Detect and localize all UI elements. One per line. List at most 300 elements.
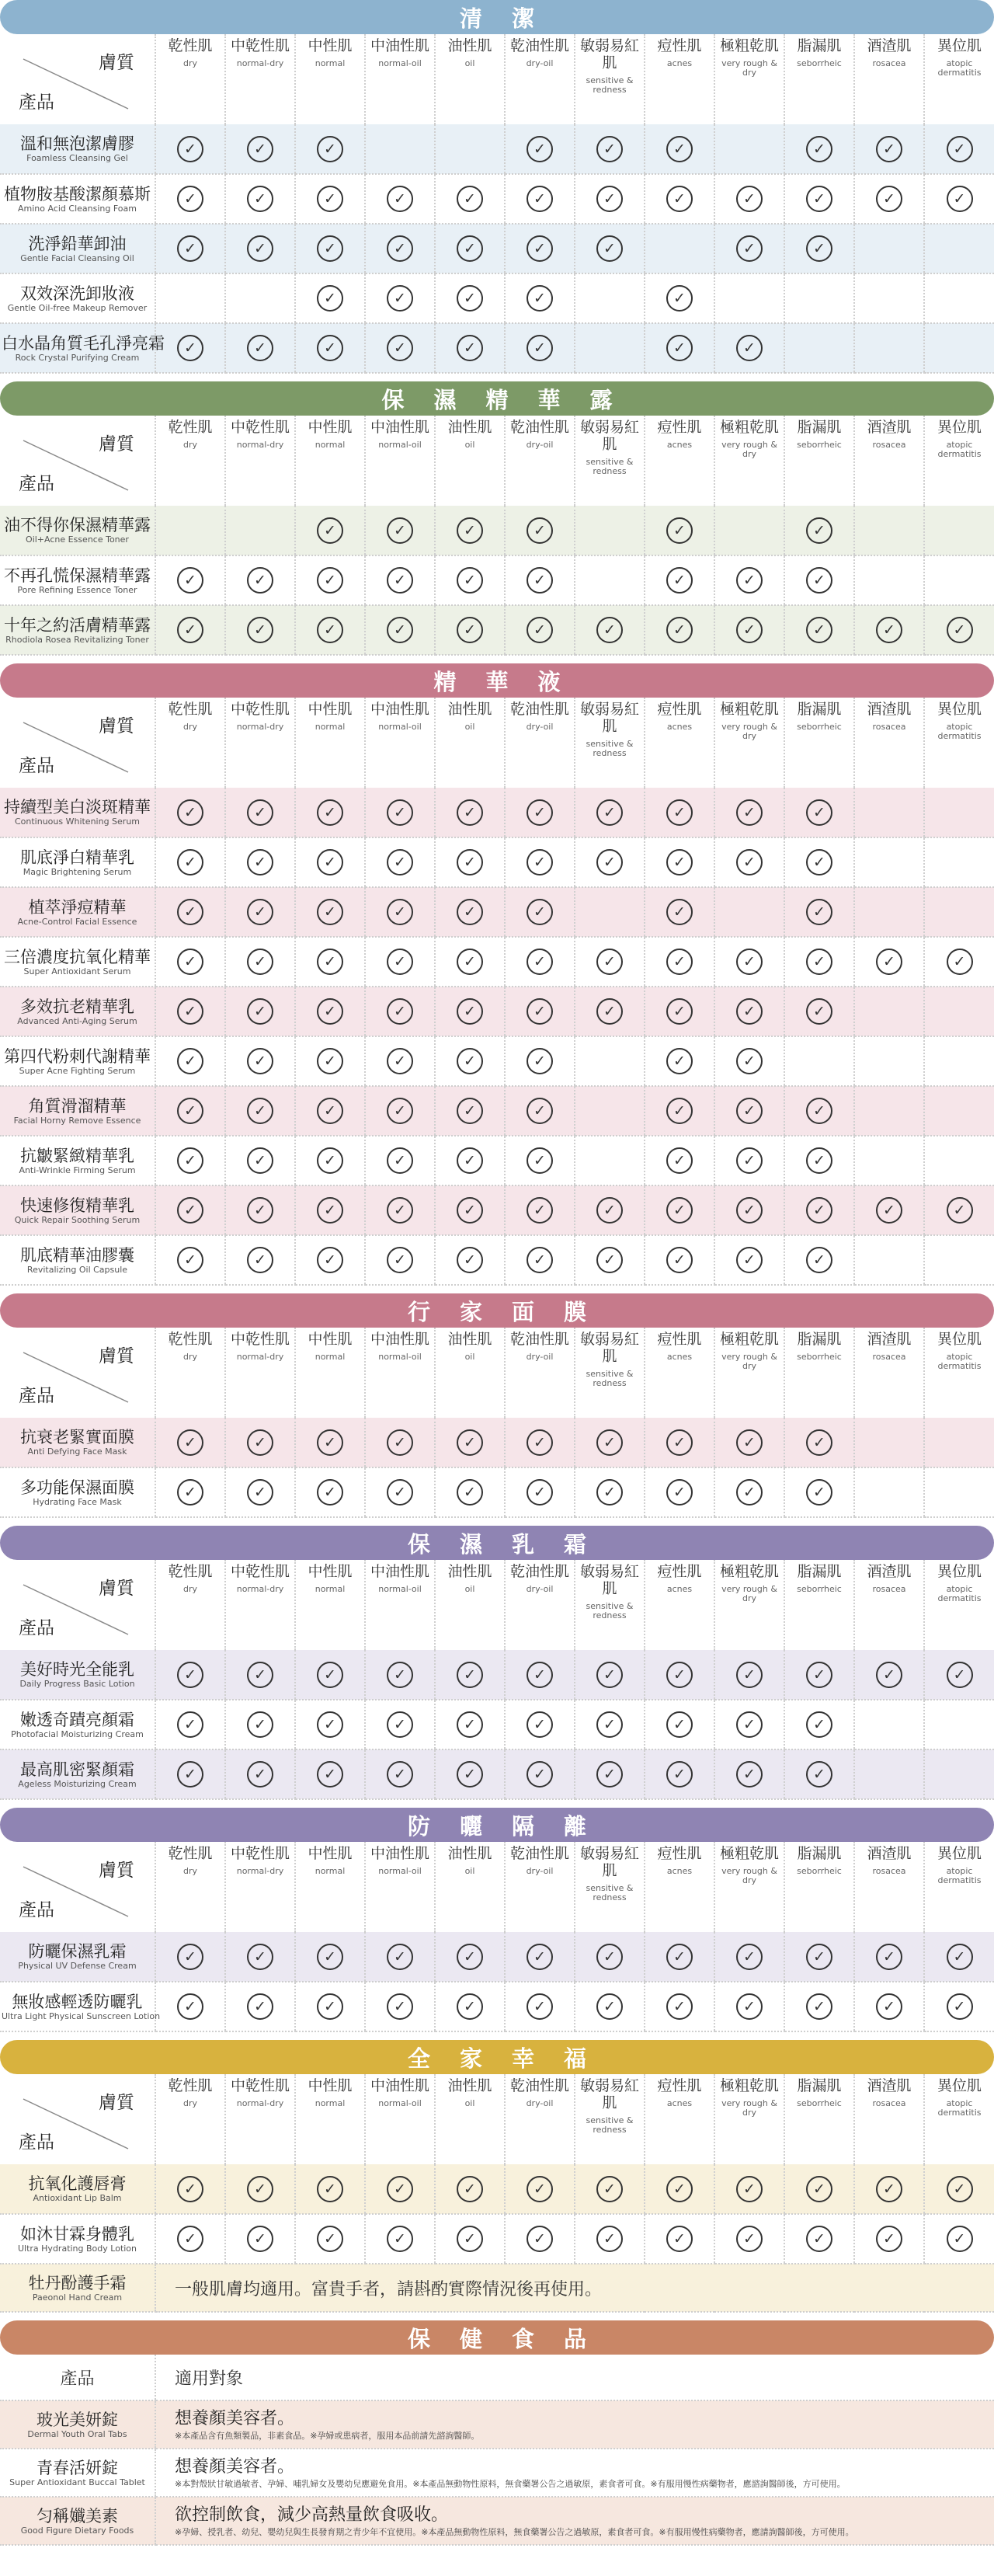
- product-row: [0, 1086, 994, 1136]
- product-row: [0, 1418, 994, 1467]
- compatibility-cell: [155, 1650, 225, 1700]
- column-header-row: [0, 2074, 994, 2164]
- skin-type-english: normal: [315, 1584, 346, 1594]
- check-circle-icon: ✓: [736, 799, 763, 826]
- compatibility-cell: [225, 323, 295, 373]
- check-circle-icon: ✓: [317, 617, 343, 643]
- product-name-cell: [0, 1700, 155, 1749]
- section-title-banner: 保濕乳霜: [0, 1526, 994, 1560]
- header-product: 產品: [0, 2355, 155, 2400]
- skin-type-english: acnes: [666, 1584, 693, 1594]
- skin-type-name: 敏弱易紅肌: [579, 2077, 639, 2111]
- compatibility-cell: [295, 788, 365, 837]
- compatibility-cell: [295, 1982, 365, 2031]
- product-name-english: Super Antioxidant Serum: [23, 966, 131, 976]
- compatibility-cell: [645, 174, 714, 224]
- skin-type-column-header: [784, 2074, 854, 2164]
- check-circle-icon: ✓: [177, 1479, 203, 1506]
- compatibility-cell: [714, 323, 784, 373]
- compatibility-cell: [645, 506, 714, 555]
- product-name-cell: [0, 2449, 155, 2497]
- product-row: [0, 1749, 994, 1799]
- skin-type-name: 痘性肌: [657, 1331, 702, 1348]
- skin-type-name: 脂漏肌: [797, 419, 842, 436]
- compatibility-cell: [435, 2214, 505, 2264]
- check-circle-icon: ✓: [457, 617, 483, 643]
- skin-type-column-header: [505, 416, 575, 506]
- compatibility-cell: [435, 1418, 505, 1467]
- health-header-row: [0, 2355, 994, 2400]
- compatibility-cell: [784, 174, 854, 224]
- check-circle-icon: ✓: [387, 1147, 413, 1174]
- product-name: 匀稱孅美素: [36, 2506, 118, 2526]
- check-circle-icon: ✓: [806, 567, 832, 594]
- check-circle-icon: ✓: [317, 136, 343, 162]
- product-name-english: Foamless Cleansing Gel: [26, 153, 128, 163]
- skin-type-column-header: [575, 1328, 645, 1418]
- compatibility-cell: [924, 1650, 994, 1700]
- product-name: 青春活妍錠: [36, 2458, 118, 2477]
- skin-type-name: 中性肌: [308, 37, 353, 54]
- skin-type-english: dry-oil: [526, 1584, 554, 1594]
- compatibility-cell: [505, 1650, 575, 1700]
- skin-type-column-header: [435, 2074, 505, 2164]
- compatibility-cell: [505, 555, 575, 605]
- compatibility-cell: [295, 605, 365, 655]
- check-circle-icon: ✓: [457, 1944, 483, 1970]
- compatibility-cell: [924, 987, 994, 1036]
- product-label: 產品: [19, 756, 54, 776]
- check-circle-icon: ✓: [457, 2176, 483, 2202]
- check-circle-icon: ✓: [527, 1479, 553, 1506]
- compatibility-cell: [155, 1086, 225, 1136]
- compatibility-cell: [714, 1136, 784, 1185]
- compatibility-cell: [225, 1982, 295, 2031]
- skin-type-name: 油性肌: [447, 1845, 492, 1862]
- product-name-cell: [0, 323, 165, 373]
- compatibility-cell: [365, 555, 435, 605]
- check-circle-icon: ✓: [806, 1479, 832, 1506]
- compatibility-cell: [435, 937, 505, 987]
- product-name-english: Good Figure Dietary Foods: [20, 2525, 134, 2536]
- compatibility-cell: [155, 1982, 225, 2031]
- compatibility-cell: [854, 1982, 924, 2031]
- skin-type-column-header: [365, 1842, 435, 1932]
- check-circle-icon: ✓: [317, 949, 343, 975]
- compatibility-cell: [365, 1418, 435, 1467]
- compatibility-cell: [575, 987, 645, 1036]
- compatibility-table: [0, 416, 994, 656]
- check-circle-icon: ✓: [317, 899, 343, 925]
- skin-type-column-header: [575, 698, 645, 788]
- compatibility-table: [0, 1560, 994, 1800]
- compatibility-cell: [225, 124, 295, 174]
- health-product-row: [0, 2400, 994, 2449]
- skin-type-english: dry-oil: [526, 1866, 554, 1876]
- compatibility-cell: [575, 1235, 645, 1285]
- compatibility-cell: [155, 1036, 225, 1086]
- target-description: 欲控制飲食，減少高熱量飲食吸收。: [175, 2505, 449, 2525]
- compatibility-cell: [505, 323, 575, 373]
- target-description: 想養顏美容者。: [175, 2457, 295, 2477]
- compatibility-cell: [645, 1650, 714, 1700]
- product-name-cell: [0, 1136, 155, 1185]
- check-circle-icon: ✓: [596, 186, 623, 212]
- compatibility-cell: [784, 555, 854, 605]
- product-name-english: Physical UV Defense Cream: [18, 1961, 137, 1971]
- compatibility-cell: [854, 1136, 924, 1185]
- skin-type-column-header: [155, 698, 225, 788]
- check-circle-icon: ✓: [736, 2176, 763, 2202]
- compatibility-cell: [714, 2214, 784, 2264]
- check-circle-icon: ✓: [457, 899, 483, 925]
- skin-type-name: 中性肌: [308, 2077, 353, 2094]
- skin-type-name: 乾性肌: [168, 2077, 213, 2094]
- compatibility-cell: [365, 1650, 435, 1700]
- skin-type-column-header: [854, 1842, 924, 1932]
- skin-type-english: acnes: [666, 1352, 693, 1362]
- check-circle-icon: ✓: [666, 1711, 693, 1738]
- check-circle-icon: ✓: [387, 1429, 413, 1456]
- check-circle-icon: ✓: [806, 1761, 832, 1788]
- skin-type-name: 敏弱易紅肌: [579, 701, 639, 735]
- compatibility-cell: [505, 1982, 575, 2031]
- check-circle-icon: ✓: [666, 1147, 693, 1174]
- skin-type-column-header: [714, 698, 784, 788]
- header-target: 適用對象: [155, 2355, 994, 2400]
- compatibility-cell: [854, 1086, 924, 1136]
- product-name: 双效深洗卸妝液: [20, 284, 134, 303]
- compatibility-cell: [575, 124, 645, 174]
- compatibility-cell: [505, 1749, 575, 1799]
- check-circle-icon: ✓: [457, 1479, 483, 1506]
- skin-type-column-header: [714, 2074, 784, 2164]
- compatibility-cell: [295, 1086, 365, 1136]
- compatibility-cell: [435, 1136, 505, 1185]
- compatibility-cell: [714, 987, 784, 1036]
- compatibility-cell: [714, 1185, 784, 1235]
- compatibility-cell: [435, 1700, 505, 1749]
- skin-type-english: seborrheic: [797, 440, 842, 450]
- check-circle-icon: ✓: [806, 899, 832, 925]
- product-row: [0, 1185, 994, 1235]
- product-name-english: Antioxidant Lip Balm: [33, 2193, 122, 2203]
- check-circle-icon: ✓: [527, 949, 553, 975]
- check-circle-icon: ✓: [247, 849, 273, 875]
- skin-type-english: seborrheic: [797, 1584, 842, 1594]
- compatibility-cell: [225, 937, 295, 987]
- compatibility-cell: [435, 987, 505, 1036]
- check-circle-icon: ✓: [387, 567, 413, 594]
- product-name-english: Revitalizing Oil Capsule: [26, 1264, 128, 1275]
- check-circle-icon: ✓: [457, 1048, 483, 1074]
- product-name: 最高肌密緊顏霜: [20, 1760, 134, 1779]
- check-circle-icon: ✓: [177, 1944, 203, 1970]
- skin-type-english: normal-oil: [378, 1584, 422, 1594]
- product-name-cell: [0, 2264, 155, 2312]
- product-name-english: Dermal Youth Oral Tabs: [27, 2428, 127, 2439]
- compatibility-cell: [784, 224, 854, 273]
- skin-type-column-header: [155, 1328, 225, 1418]
- skin-type-english: oil: [464, 1584, 475, 1594]
- skin-type-name: 油性肌: [447, 2077, 492, 2094]
- skin-type-name: 極粗乾肌: [719, 2077, 779, 2094]
- check-circle-icon: ✓: [527, 285, 553, 312]
- check-circle-icon: ✓: [317, 517, 343, 544]
- compatibility-cell: [155, 1467, 225, 1517]
- header-corner: [0, 2074, 155, 2164]
- section-cleansing: [0, 0, 994, 381]
- check-circle-icon: ✓: [736, 1479, 763, 1506]
- compatibility-cell: [645, 937, 714, 987]
- check-circle-icon: ✓: [666, 849, 693, 875]
- compatibility-cell: [575, 273, 645, 323]
- skin-type-english: normal-dry: [236, 1584, 284, 1594]
- product-name-cell: [0, 1749, 155, 1799]
- compatibility-cell: [645, 1932, 714, 1982]
- product-name-cell: [0, 1650, 155, 1700]
- compatibility-cell: [505, 1235, 575, 1285]
- compatibility-cell: [645, 788, 714, 837]
- skin-type-column-header: [505, 1560, 575, 1650]
- skin-type-english: sensitive & redness: [586, 739, 634, 758]
- compatibility-cell: [784, 2214, 854, 2264]
- check-circle-icon: ✓: [527, 1662, 553, 1688]
- compatibility-cell: [924, 224, 994, 273]
- compatibility-cell: [575, 1036, 645, 1086]
- compatibility-cell: [575, 1086, 645, 1136]
- compatibility-cell: [295, 1700, 365, 1749]
- product-name: 肌底淨白精華乳: [20, 848, 134, 867]
- compatibility-cell: [714, 837, 784, 887]
- product-name-cell: [0, 2400, 155, 2449]
- compatibility-cell: [854, 1418, 924, 1467]
- check-circle-icon: ✓: [527, 1761, 553, 1788]
- compatibility-cell: [365, 2164, 435, 2214]
- skin-type-english: normal-oil: [378, 1866, 422, 1876]
- check-circle-icon: ✓: [666, 186, 693, 212]
- skin-type-column-header: [575, 34, 645, 124]
- skin-type-english: sensitive & redness: [586, 2115, 634, 2135]
- skin-type-english: dry: [182, 1866, 197, 1876]
- check-circle-icon: ✓: [317, 1429, 343, 1456]
- skin-type-name: 異位肌: [937, 1563, 982, 1580]
- compatibility-cell: [575, 1749, 645, 1799]
- target-cell: [155, 2449, 994, 2497]
- skin-type-label: 膚質: [99, 53, 134, 73]
- check-circle-icon: ✓: [876, 1993, 902, 2020]
- skin-type-english: normal-oil: [378, 2098, 422, 2108]
- check-circle-icon: ✓: [876, 186, 902, 212]
- compatibility-cell: [365, 1235, 435, 1285]
- check-circle-icon: ✓: [457, 1993, 483, 2020]
- product-name-english: Magic Brightening Serum: [23, 866, 132, 877]
- check-circle-icon: ✓: [947, 186, 973, 212]
- section-health-food: [0, 2320, 994, 2546]
- compatibility-cell: [295, 1185, 365, 1235]
- check-circle-icon: ✓: [666, 1993, 693, 2020]
- skin-type-column-header: [575, 1560, 645, 1650]
- skin-type-english: acnes: [666, 58, 693, 68]
- check-circle-icon: ✓: [527, 136, 553, 162]
- check-circle-icon: ✓: [457, 285, 483, 312]
- skin-type-column-header: [225, 698, 295, 788]
- skin-type-column-header: [645, 416, 714, 506]
- skin-type-column-header: [435, 698, 505, 788]
- check-circle-icon: ✓: [527, 1429, 553, 1456]
- compatibility-cell: [155, 2214, 225, 2264]
- check-circle-icon: ✓: [596, 2176, 623, 2202]
- check-circle-icon: ✓: [527, 849, 553, 875]
- compatibility-cell: [155, 987, 225, 1036]
- skin-type-name: 乾油性肌: [509, 1845, 569, 1862]
- check-circle-icon: ✓: [247, 998, 273, 1025]
- skin-type-name: 中油性肌: [370, 1331, 429, 1348]
- check-circle-icon: ✓: [387, 335, 413, 361]
- skin-type-column-header: [365, 698, 435, 788]
- check-circle-icon: ✓: [247, 1993, 273, 2020]
- skin-type-column-header: [714, 1328, 784, 1418]
- product-name: 肌底精華油膠囊: [20, 1245, 134, 1265]
- skin-type-english: oil: [464, 58, 475, 68]
- check-circle-icon: ✓: [596, 235, 623, 262]
- skin-type-english: oil: [464, 2098, 475, 2108]
- check-circle-icon: ✓: [317, 567, 343, 594]
- product-name: 抗衰老緊實面膜: [20, 1428, 134, 1446]
- check-circle-icon: ✓: [317, 1048, 343, 1074]
- section-title-banner: 全家幸福: [0, 2040, 994, 2074]
- skin-type-column-header: [924, 1328, 994, 1418]
- check-circle-icon: ✓: [387, 235, 413, 262]
- check-circle-icon: ✓: [527, 899, 553, 925]
- compatibility-cell: [435, 1650, 505, 1700]
- compatibility-cell: [505, 605, 575, 655]
- compatibility-cell: [155, 224, 225, 273]
- health-food-table: [0, 2355, 994, 2546]
- check-circle-icon: ✓: [177, 1993, 203, 2020]
- skin-type-name: 中乾性肌: [230, 1845, 290, 1862]
- skin-type-name: 中油性肌: [370, 2077, 429, 2094]
- skin-type-english: dry: [182, 58, 197, 68]
- check-circle-icon: ✓: [596, 1247, 623, 1273]
- check-circle-icon: ✓: [806, 235, 832, 262]
- product-name-english: Anti Defying Face Mask: [27, 1446, 127, 1457]
- check-circle-icon: ✓: [457, 799, 483, 826]
- compatibility-cell: [924, 887, 994, 937]
- compatibility-table: [0, 1842, 994, 2032]
- skin-type-name: 敏弱易紅肌: [579, 1331, 639, 1365]
- skin-type-name: 中乾性肌: [230, 1331, 290, 1348]
- skin-type-label: 膚質: [99, 1861, 134, 1881]
- skin-type-column-header: [714, 1842, 784, 1932]
- check-circle-icon: ✓: [387, 2176, 413, 2202]
- section-gap: [0, 2032, 994, 2040]
- product-row: [0, 1650, 994, 1700]
- skin-type-column-header: [784, 1328, 854, 1418]
- skin-type-column-header: [784, 698, 854, 788]
- compatibility-cell: [784, 1650, 854, 1700]
- skin-type-name: 中乾性肌: [230, 37, 290, 54]
- compatibility-cell: [435, 124, 505, 174]
- compatibility-cell: [854, 1235, 924, 1285]
- compatibility-cell: [365, 837, 435, 887]
- check-circle-icon: ✓: [596, 1429, 623, 1456]
- check-circle-icon: ✓: [247, 1429, 273, 1456]
- check-circle-icon: ✓: [596, 1197, 623, 1224]
- compatibility-cell: [435, 1235, 505, 1285]
- compatibility-cell: [714, 1982, 784, 2031]
- check-circle-icon: ✓: [457, 235, 483, 262]
- product-name-cell: [0, 506, 155, 555]
- compatibility-cell: [924, 555, 994, 605]
- check-circle-icon: ✓: [596, 1711, 623, 1738]
- skin-type-name: 中性肌: [308, 1845, 353, 1862]
- compatibility-cell: [225, 987, 295, 1036]
- check-circle-icon: ✓: [387, 285, 413, 312]
- compatibility-cell: [575, 1650, 645, 1700]
- skin-type-column-header: [575, 416, 645, 506]
- skin-type-english: very rough & dry: [721, 1352, 777, 1371]
- compatibility-cell: [365, 1086, 435, 1136]
- check-circle-icon: ✓: [317, 235, 343, 262]
- compatibility-cell: [924, 605, 994, 655]
- skin-type-name: 極粗乾肌: [719, 1563, 779, 1580]
- check-circle-icon: ✓: [247, 799, 273, 826]
- compatibility-cell: [575, 887, 645, 937]
- section-gap: [0, 2313, 994, 2320]
- product-row: [0, 1982, 994, 2031]
- compatibility-cell: [924, 124, 994, 174]
- check-circle-icon: ✓: [527, 998, 553, 1025]
- check-circle-icon: ✓: [806, 1197, 832, 1224]
- check-circle-icon: ✓: [596, 1761, 623, 1788]
- check-circle-icon: ✓: [666, 1761, 693, 1788]
- skin-type-english: very rough & dry: [721, 2098, 777, 2118]
- check-circle-icon: ✓: [527, 186, 553, 212]
- check-circle-icon: ✓: [666, 949, 693, 975]
- compatibility-cell: [784, 1418, 854, 1467]
- check-circle-icon: ✓: [457, 335, 483, 361]
- compatibility-cell: [365, 887, 435, 937]
- product-name: 美好時光全能乳: [20, 1660, 134, 1679]
- skin-type-name: 異位肌: [937, 37, 982, 54]
- skin-type-column-header: [295, 1560, 365, 1650]
- compatibility-cell: [435, 837, 505, 887]
- compatibility-cell: [225, 605, 295, 655]
- skin-type-column-header: [924, 2074, 994, 2164]
- compatibility-cell: [784, 1467, 854, 1517]
- check-circle-icon: ✓: [457, 517, 483, 544]
- skin-type-name: 痘性肌: [657, 419, 702, 436]
- product-name-cell: [0, 1982, 161, 2031]
- compatibility-cell: [575, 2214, 645, 2264]
- check-circle-icon: ✓: [806, 1247, 832, 1273]
- header-corner: [0, 416, 155, 506]
- compatibility-cell: [225, 1086, 295, 1136]
- section-mask: [0, 1293, 994, 1526]
- compatibility-cell: [505, 174, 575, 224]
- skin-type-english: oil: [464, 1866, 475, 1876]
- check-circle-icon: ✓: [247, 1662, 273, 1688]
- compatibility-cell: [505, 1700, 575, 1749]
- skin-type-english: rosacea: [872, 722, 906, 732]
- skin-type-column-header: [505, 698, 575, 788]
- compatibility-cell: [575, 1418, 645, 1467]
- skin-type-english: rosacea: [872, 1866, 906, 1876]
- check-circle-icon: ✓: [177, 799, 203, 826]
- skin-type-column-header: [155, 34, 225, 124]
- compatibility-cell: [924, 1036, 994, 1086]
